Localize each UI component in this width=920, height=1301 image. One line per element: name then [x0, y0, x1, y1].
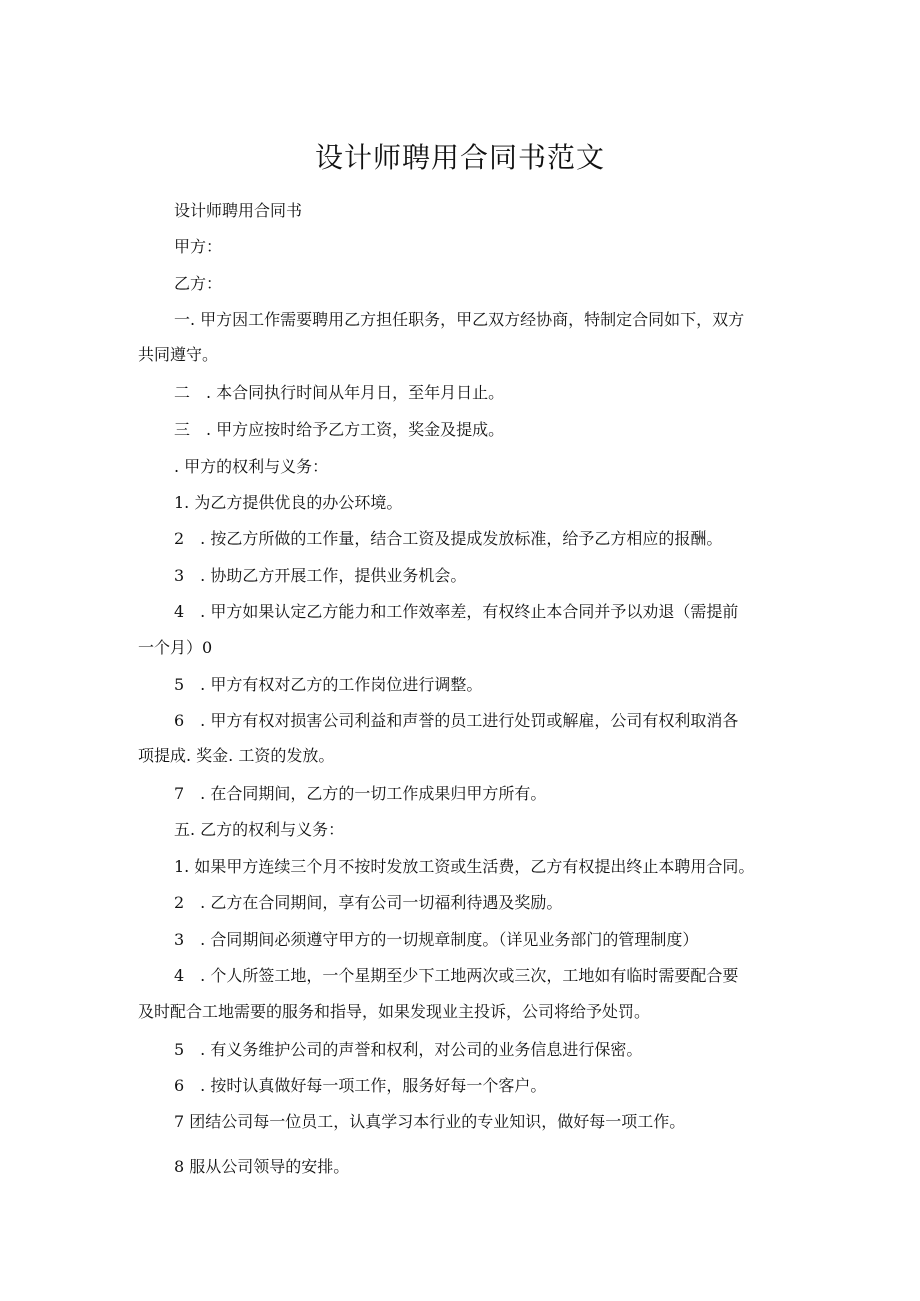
list-item-a5: 5 . 甲方有权对乙方的工作岗位进行调整。	[174, 675, 483, 694]
list-item-b1: 1. 如果甲方连续三个月不按时发放工资或生活费，乙方有权提出终止本聘用合同。	[174, 857, 755, 876]
list-item-b2: 2 . 乙方在合同期间，享有公司一切福利待遇及奖励。	[174, 893, 563, 912]
list-item-a4: 4 . 甲方如果认定乙方能力和工作效率差，有权终止本合同并予以劝退（需提前	[174, 602, 739, 621]
list-item-b3: 3 . 合同期间必须遵守甲方的一切规章制度。（详见业务部门的管理制度）	[174, 930, 699, 949]
list-item-a3: 3 . 协助乙方开展工作，提供业务机会。	[174, 566, 467, 585]
paragraph-party-a: 甲方：	[174, 237, 223, 256]
list-item-a1: 1. 为乙方提供优良的办公环境。	[174, 493, 403, 512]
list-item-b4-cont: 及时配合工地需要的服务和指导，如果发现业主投诉，公司将给予处罚。	[138, 1002, 651, 1021]
paragraph-subtitle: 设计师聘用合同书	[174, 201, 303, 220]
paragraph-clause-2: 二 . 本合同执行时间从年月日，至年月日止。	[174, 383, 505, 402]
section-heading-party-b: 五. 乙方的权利与义务：	[174, 820, 345, 839]
list-item-b6: 6 . 按时认真做好每一项工作，服务好每一个客户。	[174, 1076, 547, 1095]
list-item-a6-cont: 项提成. 奖金. 工资的发放。	[138, 746, 335, 765]
paragraph-clause-1: 一. 甲方因工作需要聘用乙方担任职务，甲乙双方经协商，特制定合同如下，双方	[174, 310, 745, 329]
list-item-b8: 8 服从公司领导的安排。	[174, 1157, 350, 1176]
paragraph-clause-1-cont: 共同遵守。	[138, 345, 219, 364]
list-item-a6: 6 . 甲方有权对损害公司利益和声誉的员工进行处罚或解雇，公司有权利取消各	[174, 711, 739, 730]
paragraph-clause-3: 三 . 甲方应按时给予乙方工资，奖金及提成。	[174, 420, 505, 439]
document-title: 设计师聘用合同书范文	[314, 141, 605, 174]
list-item-a4-cont: 一个月）0	[138, 638, 213, 657]
list-item-a2: 2 . 按乙方所做的工作量，结合工资及提成发放标准，给予乙方相应的报酬。	[174, 529, 723, 548]
list-item-a7: 7 . 在合同期间，乙方的一切工作成果归甲方所有。	[174, 784, 547, 803]
list-item-b5: 5 . 有义务维护公司的声誉和权利，对公司的业务信息进行保密。	[174, 1040, 643, 1059]
paragraph-party-b: 乙方：	[174, 274, 223, 293]
section-heading-party-a: . 甲方的权利与义务：	[174, 457, 329, 476]
list-item-b4: 4 . 个人所签工地，一个星期至少下工地两次或三次，工地如有临时需要配合要	[174, 966, 739, 985]
list-item-b7: 7 团结公司每一位员工，认真学习本行业的专业知识，做好每一项工作。	[174, 1112, 686, 1131]
